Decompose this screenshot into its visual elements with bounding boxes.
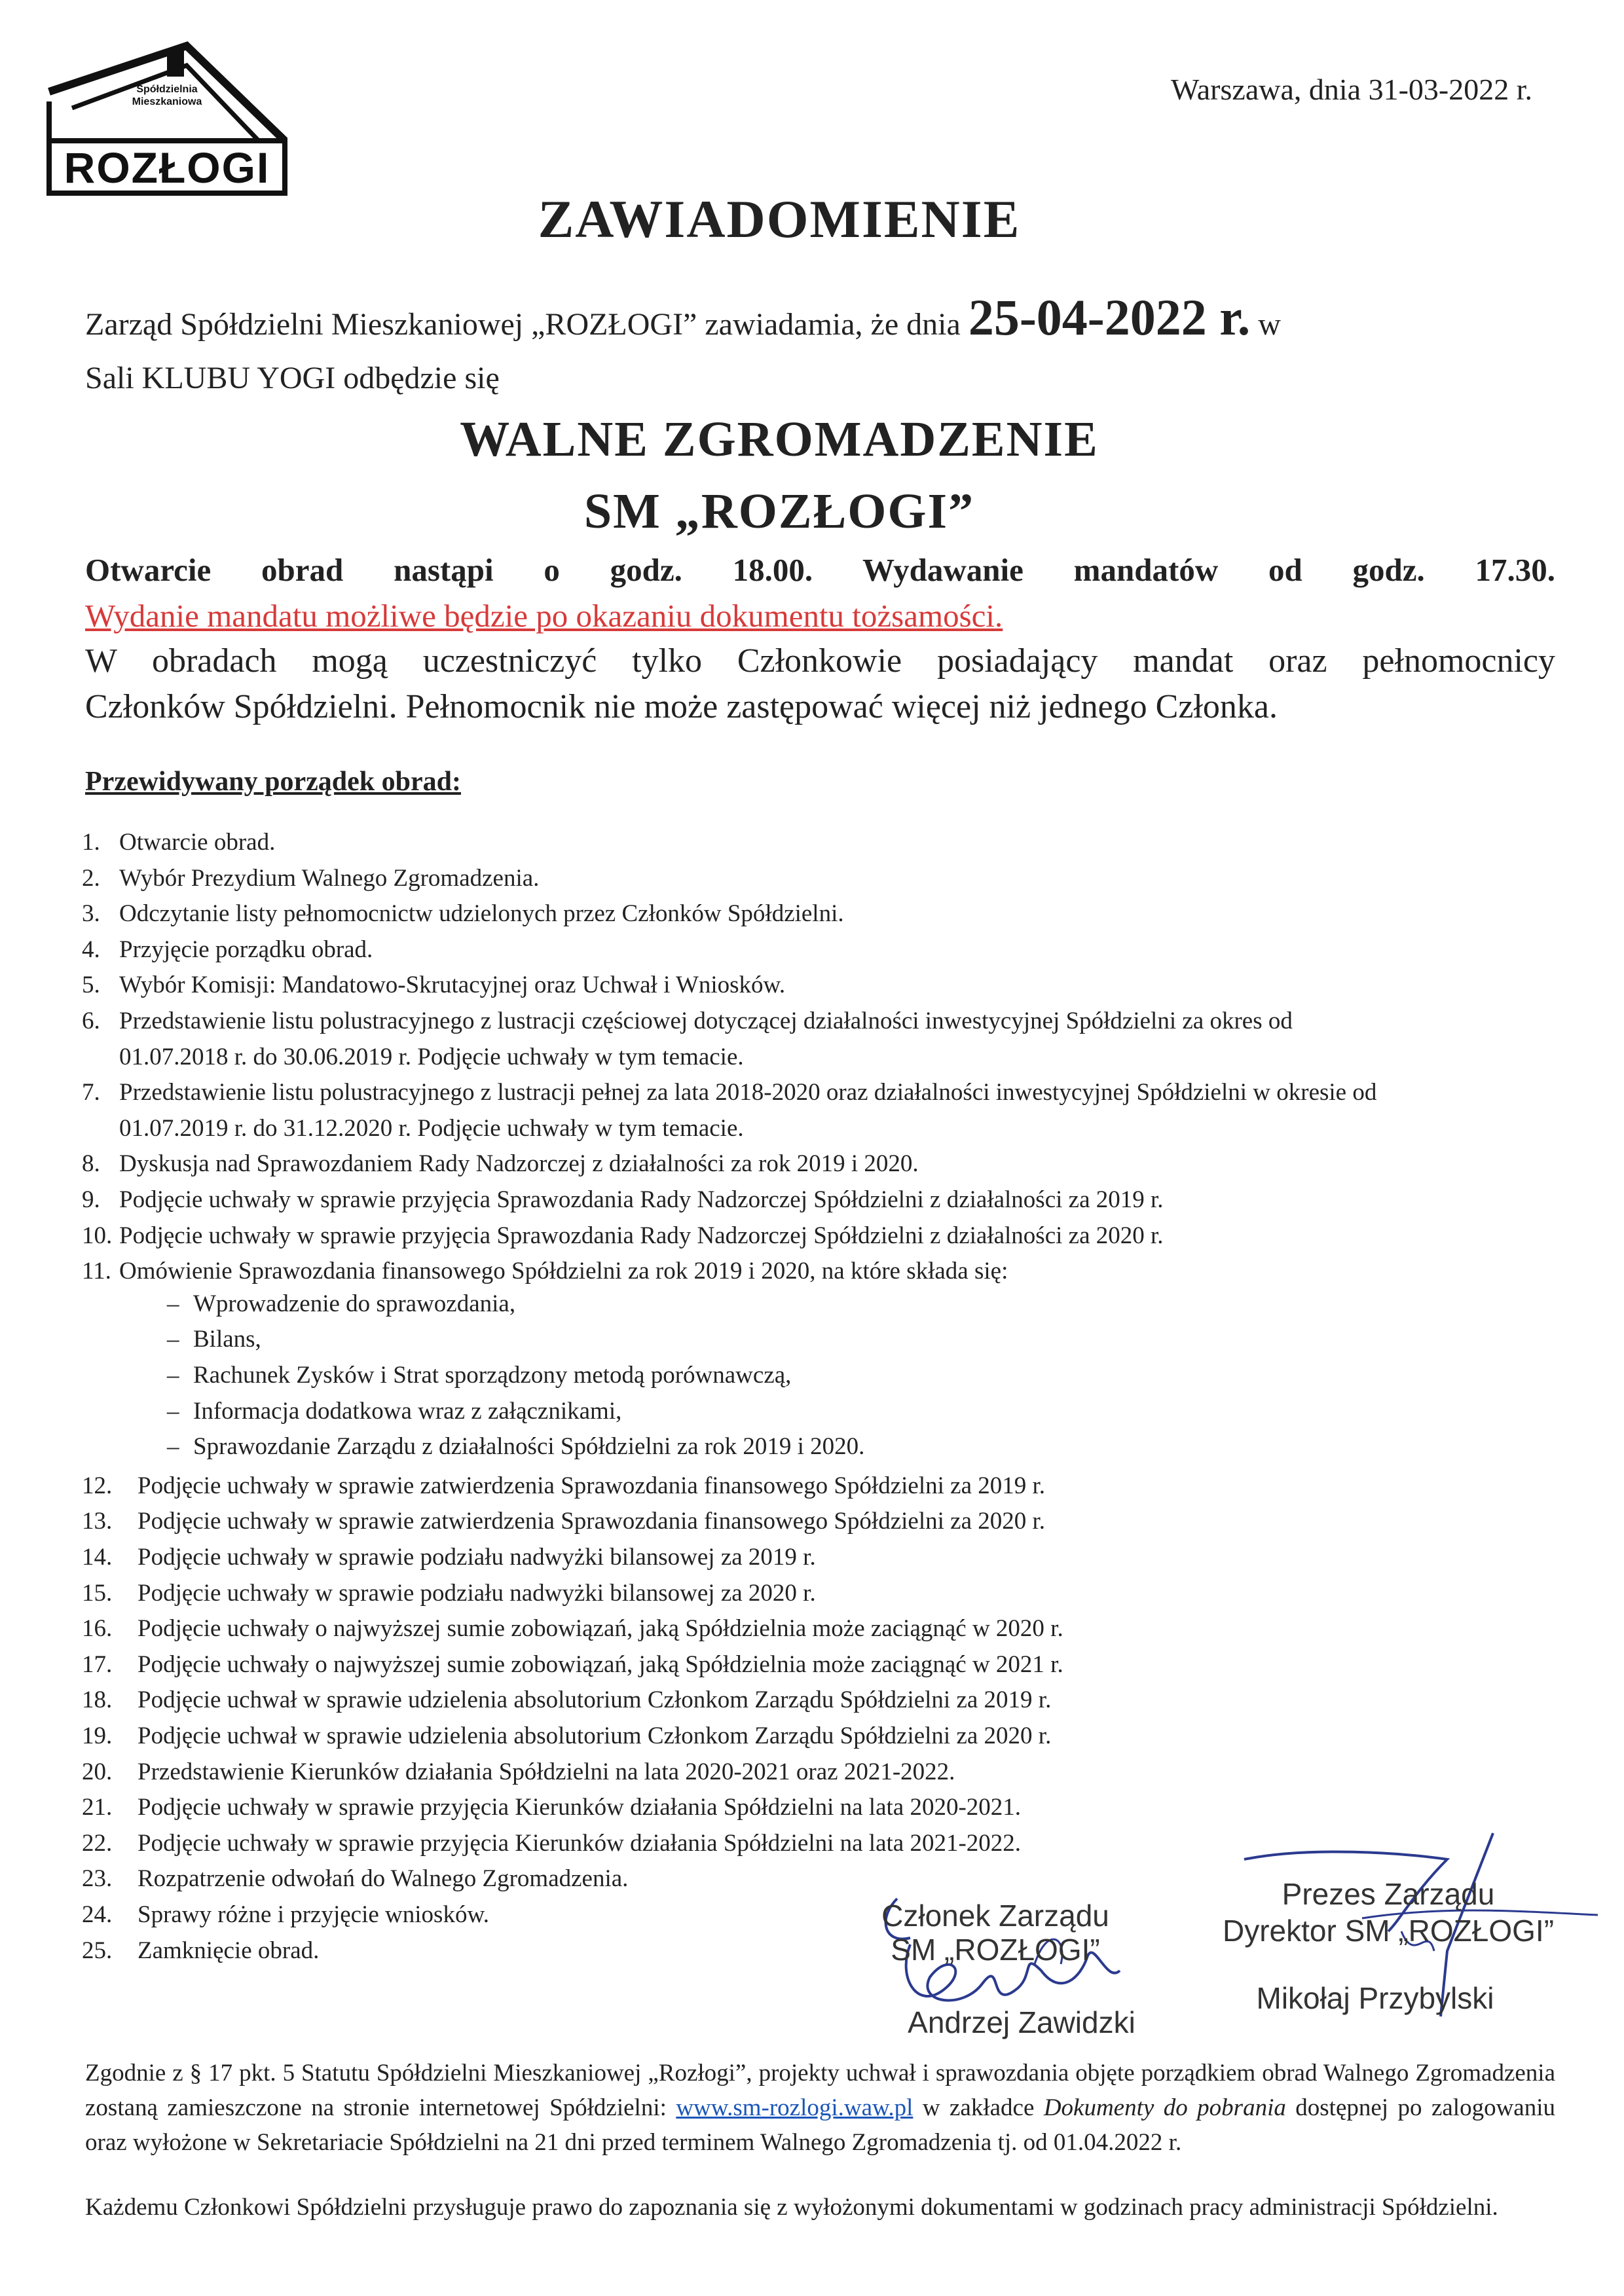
agenda-item-number: 7. xyxy=(82,1079,100,1106)
agenda-item-number: 5. xyxy=(82,972,100,999)
member-title-line-2: SM „ROZŁOGI” xyxy=(891,1933,1100,1967)
member-signature-block xyxy=(851,1899,1139,1967)
dash-bullet-icon: – xyxy=(167,1290,179,1317)
participation-paragraph-line-1: W obradach mogą uczestniczyć tylko Członkowie posiadający mandat oraz pełnomocnicy xyxy=(85,642,1555,680)
agenda-item-number: 21. xyxy=(82,1794,113,1821)
agenda-item-number: 22. xyxy=(82,1829,113,1857)
president-title-line-1: Prezes Zarządu xyxy=(1282,1877,1495,1911)
agenda-sub-item-text: Rachunek Zysków i Strat sporządzony metodą porównawczą, xyxy=(193,1362,792,1389)
agenda-sub-item xyxy=(167,1361,791,1389)
agenda-item-number: 13. xyxy=(82,1508,113,1535)
dash-bullet-icon: – xyxy=(167,1397,179,1425)
agenda-item-number: 24. xyxy=(82,1901,113,1928)
agenda-item-text: Podjęcie uchwały w sprawie przyjęcia Kierunków działania Spółdzielni na lata 2021-2022. xyxy=(138,1829,1022,1857)
agenda-item-text: Przedstawienie listu polustracyjnego z lustracji częściowej dotyczącej działalności inwestycyjnej Spółdzielni za okres od xyxy=(119,1008,1293,1034)
agenda-item-number: 15. xyxy=(82,1579,113,1607)
agenda-item-text: Przedstawienie Kierunków działania Spółdzielni na lata 2020-2021 oraz 2021-2022. xyxy=(138,1758,955,1785)
agenda-item-text: Podjęcie uchwały w sprawie przyjęcia Sprawozdania Rady Nadzorczej Spółdzielni z działalności za 2020 r. xyxy=(119,1222,1164,1249)
place-date: Warszawa, dnia 31-03-2022 r. xyxy=(1171,73,1532,106)
member-title-line-1: Członek Zarządu xyxy=(881,1899,1109,1933)
agenda-item-number: 4. xyxy=(82,936,100,963)
agenda-sub-item-text: Informacja dodatkowa wraz z załącznikami, xyxy=(193,1397,622,1425)
agenda-item-text-continued: 01.07.2019 r. do 31.12.2020 r. Podjęcie uchwały w tym temacie. xyxy=(119,1114,744,1142)
agenda-item-text: Zamknięcie obrad. xyxy=(138,1937,320,1964)
footer-paragraph-documents xyxy=(85,2056,1555,2160)
agenda-item-text: Podjęcie uchwały o najwyższej sumie zobowiązań, jaką Spółdzielnia może zaciągnąć w 2021 r. xyxy=(138,1650,1063,1678)
logo-line-1: Spółdzielnia xyxy=(136,84,198,95)
logo-name: ROZŁOGI xyxy=(64,143,270,192)
logo-line-2: Mieszkaniowa xyxy=(132,96,202,107)
agenda-sub-item-text: Sprawozdanie Zarządu z działalności Spółdzielni za rok 2019 i 2020. xyxy=(193,1433,865,1461)
document-title: ZAWIADOMIENIE xyxy=(538,189,1021,249)
agenda-item-number: 11. xyxy=(82,1258,111,1285)
agenda-item-number: 12. xyxy=(82,1472,113,1499)
agenda-item-text-continued: 01.07.2018 r. do 30.06.2019 r. Podjęcie uchwały w tym temacie. xyxy=(119,1043,744,1070)
agenda-item-number: 6. xyxy=(82,1008,100,1034)
agenda-item-number: 2. xyxy=(82,864,100,892)
agenda-sub-item-text: Bilans, xyxy=(193,1326,261,1353)
agenda-item-text: Podjęcie uchwały o najwyższej sumie zobowiązań, jaką Spółdzielnia może zaciągnąć w 2020 r. xyxy=(138,1615,1063,1643)
agenda-item-text: Podjęcie uchwały w sprawie podziału nadwyżki bilansowej za 2020 r. xyxy=(138,1579,816,1607)
dash-bullet-icon: – xyxy=(167,1326,179,1353)
member-name: Andrzej Zawidzki xyxy=(908,2005,1135,2039)
footer-text-a: Zgodnie z § 17 pkt. 5 Statutu Spółdzielni Mieszkaniowej „Rozłogi”, projekty uchwał i sprawozdania objęte porządkiem obrad Walnego Zgromadzenia zostaną zamieszczone na stronie internetowej Spółdzielni: xyxy=(85,2060,1555,2121)
agenda-item-number: 16. xyxy=(82,1615,113,1643)
agenda-item-number: 1. xyxy=(82,829,100,856)
agenda-item-text: Przedstawienie listu polustracyjnego z lustracji pełnej za lata 2018-2020 oraz działalności inwestycyjnej Spółdzielni w okresie od xyxy=(119,1079,1377,1106)
id-requirement-note: Wydanie mandatu możliwe będzie po okazaniu dokumentu tożsamości. xyxy=(85,598,1003,634)
agenda-item-text: Sprawy różne i przyjęcie wniosków. xyxy=(138,1901,490,1928)
agenda-sub-item xyxy=(167,1432,864,1461)
agenda-item-number: 18. xyxy=(82,1686,113,1714)
agenda-sub-item xyxy=(167,1325,261,1353)
agenda-item-number: 17. xyxy=(82,1650,113,1678)
intro-line-1 xyxy=(85,288,1545,347)
opening-times: Otwarcie obrad nastąpi o godz. 18.00. Wydawanie mandatów od godz. 17.30. xyxy=(85,552,1555,588)
agenda-item-text: Podjęcie uchwały w sprawie zatwierdzenia Sprawozdania finansowego Spółdzielni za 2020 r. xyxy=(138,1508,1046,1535)
agenda-item-text: Przyjęcie porządku obrad. xyxy=(119,936,373,963)
agenda-item-number: 25. xyxy=(82,1937,113,1964)
dash-bullet-icon: – xyxy=(167,1433,179,1461)
agenda-item-text: Podjęcie uchwały w sprawie podziału nadwyżki bilansowej za 2019 r. xyxy=(138,1544,816,1571)
agenda-item-number: 8. xyxy=(82,1150,100,1178)
agenda-item-text: Rozpatrzenie odwołań do Walnego Zgromadzenia. xyxy=(138,1865,629,1893)
agenda-item-text: Odczytanie listy pełnomocnictw udzielonych przez Członków Spółdzielni. xyxy=(119,900,844,928)
agenda-item-number: 9. xyxy=(82,1186,100,1213)
agenda-item-number: 14. xyxy=(82,1544,113,1571)
agenda-item-text: Wybór Prezydium Walnego Zgromadzenia. xyxy=(119,864,540,892)
agenda-item-text: Wybór Komisji: Mandatowo-Skrutacyjnej oraz Uchwał i Wniosków. xyxy=(119,972,786,999)
agenda-sub-item-text: Wprowadzenie do sprawozdania, xyxy=(193,1290,516,1317)
agenda-item-number: 20. xyxy=(82,1758,113,1785)
intro-text-end: w xyxy=(1250,307,1281,342)
agenda-heading: Przewidywany porządek obrad: xyxy=(85,767,461,797)
agenda-item-text: Podjęcie uchwały w sprawie zatwierdzenia Sprawozdania finansowego Spółdzielni za 2019 r. xyxy=(138,1472,1046,1499)
participation-paragraph-line-2: Członków Spółdzielni. Pełnomocnik nie może zastępować więcej niż jednego Członka. xyxy=(85,688,1278,725)
footer-documents-tab: Dokumenty do pobrania xyxy=(1043,2094,1286,2121)
agenda-item-number: 3. xyxy=(82,900,100,928)
agenda-item-number: 19. xyxy=(82,1722,113,1749)
agenda-sub-item xyxy=(167,1290,515,1318)
agenda-item-text: Podjęcie uchwał w sprawie udzielenia absolutorium Członkom Zarządu Spółdzielni za 2020 r. xyxy=(138,1722,1052,1749)
agenda-item-text: Podjęcie uchwały w sprawie przyjęcia Kierunków działania Spółdzielni na lata 2020-2021. xyxy=(138,1794,1022,1821)
cooperative-heading: SM „ROZŁOGI” xyxy=(583,484,975,539)
president-name: Mikołaj Przybylski xyxy=(1256,1981,1494,2015)
agenda-item-text: Otwarcie obrad. xyxy=(119,829,276,856)
dash-bullet-icon: – xyxy=(167,1362,179,1389)
agenda-sub-item xyxy=(167,1397,621,1425)
footer-text-b: w zakładce xyxy=(913,2094,1044,2121)
cooperative-logo xyxy=(36,36,291,200)
agenda-item-number: 23. xyxy=(82,1865,113,1893)
agenda-item-text: Podjęcie uchwały w sprawie przyjęcia Sprawozdania Rady Nadzorczej Spółdzielni z działalności za 2019 r. xyxy=(119,1186,1164,1213)
agenda-item-text: Dyskusja nad Sprawozdaniem Rady Nadzorczej z działalności za rok 2019 i 2020. xyxy=(119,1150,919,1178)
agenda-item-number: 10. xyxy=(82,1222,113,1249)
footer-paragraph-rights: Każdemu Członkowi Spółdzielni przysługuje prawo do zapoznania się z wyłożonymi dokumentami w godzinach pracy administracji Spółdzielni. xyxy=(85,2194,1498,2221)
agenda-item-text: Omówienie Sprawozdania finansowego Spółdzielni za rok 2019 i 2020, na które składa się: xyxy=(119,1258,1008,1285)
president-title-line-2: Dyrektor SM „ROZŁOGI” xyxy=(1222,1914,1555,1948)
president-signature-block xyxy=(1192,1876,1585,1949)
agenda-item-text: Podjęcie uchwał w sprawie udzielenia absolutorium Członkom Zarządu Spółdzielni za 2019 r. xyxy=(138,1686,1052,1714)
footer-text-c: dostępnej po zalogowaniu oraz wyłożone w Sekretariacie Spółdzielni na 21 dni przed terminem Walnego Zgromadzenia tj. od 01.04.2022 r. xyxy=(85,2094,1555,2156)
website-link[interactable]: www.sm-rozlogi.waw.pl xyxy=(676,2094,913,2121)
intro-text: Zarząd Spółdzielni Mieszkaniowej „ROZŁOGI” zawiadamia, że dnia xyxy=(85,307,969,342)
meeting-heading: WALNE ZGROMADZENIE xyxy=(460,412,1099,467)
meeting-date: 25-04-2022 r. xyxy=(968,289,1251,346)
intro-line-2: Sali KLUBU YOGI odbędzie się xyxy=(85,361,500,395)
